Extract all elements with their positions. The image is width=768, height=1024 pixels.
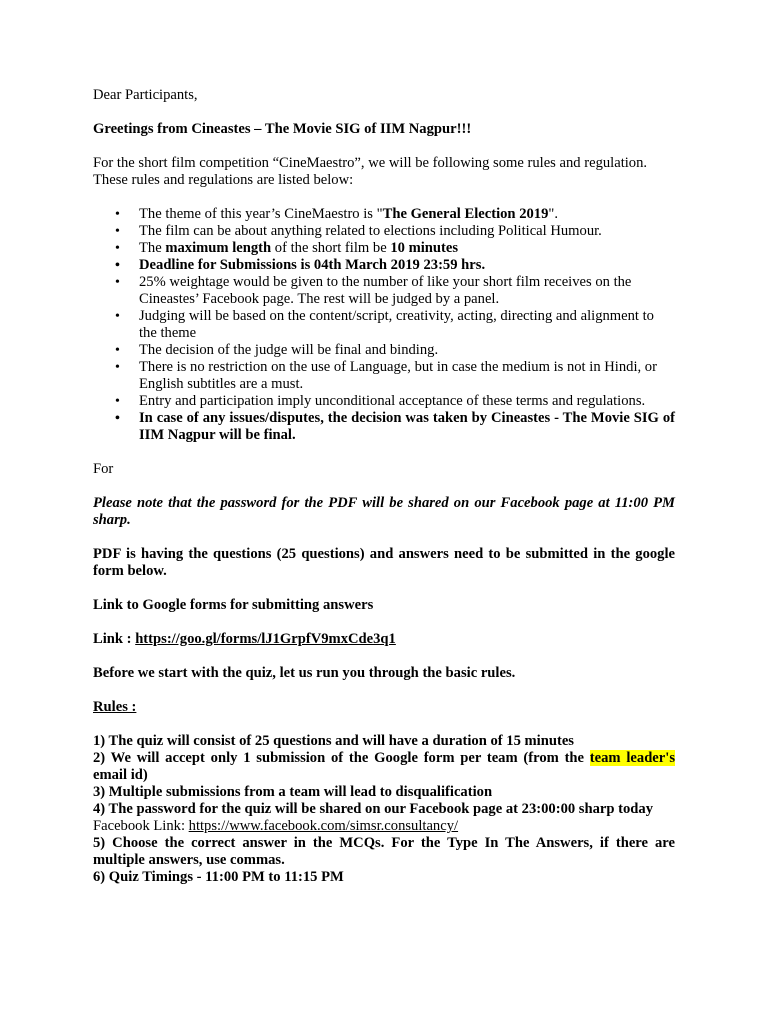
bullet-bold: 10 minutes [390,240,459,256]
rule-3: 3) Multiple submissions from a team will lead to disqualification [93,784,493,800]
list-item: • The decision of the judge will be final and binding. [93,342,675,359]
rule-1: 1) The quiz will consist of 25 questions and will have a duration of 15 minutes [93,733,574,749]
list-item: • There is no restriction on the use of Language, but in case the medium is not in Hindi, or English subtitles are a must. [93,359,675,393]
list-item: • 25% weightage would be given to the number of like your short film receives on the Cineastes’ Facebook page. The rest will be judged by a panel. [93,274,675,308]
rule-2 [93,750,675,784]
facebook-line [93,818,675,835]
intro-paragraph: For the short film competition “CineMaestro”, we will be following some rules and regulation. These rules and regulations are listed below: [93,155,648,188]
facebook-label: Facebook Link: [93,818,189,834]
list-item: • The film can be about anything related to elections including Political Humour. [93,223,675,240]
rule-6: 6) Quiz Timings - 11:00 PM to 11:15 PM [93,869,344,885]
password-note: Please note that the password for the PDF will be shared on our Facebook page at 11:00 PM sharp. [93,495,675,528]
pdf-note: PDF is having the questions (25 questions) and answers need to be submitted in the google form below. [93,546,675,579]
list-item [93,206,675,223]
list-item: • Entry and participation imply unconditional acceptance of these terms and regulations. [93,393,675,410]
list-item [93,240,675,257]
theme-title: The General Election 2019 [382,206,549,222]
link-heading: Link to Google forms for submitting answers [93,597,374,613]
bullet-text: ". [548,206,558,222]
rules-heading-text: Rules : [93,699,137,715]
document-body [93,87,675,886]
bullet-text: The [139,240,166,256]
salutation: Dear Participants, [93,87,198,103]
google-form-link[interactable]: https://goo.gl/forms/lJ1GrpfV9mxCde3q1 [135,631,396,647]
competition-rules-list [93,206,675,444]
before-start-text: Before we start with the quiz, let us run you through the basic rules. [93,665,516,681]
highlighted-text: team leader's [589,750,675,766]
facebook-link[interactable]: https://www.facebook.com/simsr.consultancy/ [188,818,459,834]
link-line [93,631,675,648]
for-text: For [93,461,114,477]
link-label: Link : [93,631,136,647]
list-item: • In case of any issues/disputes, the decision was taken by Cineastes - The Movie SIG of IIM Nagpur will be final. [93,410,675,444]
bullet-text: The theme of this year’s CineMaestro is " [139,206,383,222]
rule-text: 2) We will accept only 1 submission of the Google form per team (from the [93,750,590,766]
rule-text: email id) [93,767,148,783]
bullet-text: of the short film be [271,240,391,256]
rule-5: 5) Choose the correct answer in the MCQs. For the Type In The Answers, if there are multiple answers, use commas. [93,835,675,868]
list-item: • Judging will be based on the content/script, creativity, acting, directing and alignment to the theme [93,308,675,342]
rules-heading [93,699,675,716]
list-item: • Deadline for Submissions is 04th March 2019 23:59 hrs. [93,257,675,274]
bullet-bold: maximum length [165,240,272,256]
rule-4: 4) The password for the quiz will be shared on our Facebook page at 23:00:00 sharp today [93,801,654,817]
greeting: Greetings from Cineastes – The Movie SIG of IIM Nagpur!!! [93,121,472,137]
